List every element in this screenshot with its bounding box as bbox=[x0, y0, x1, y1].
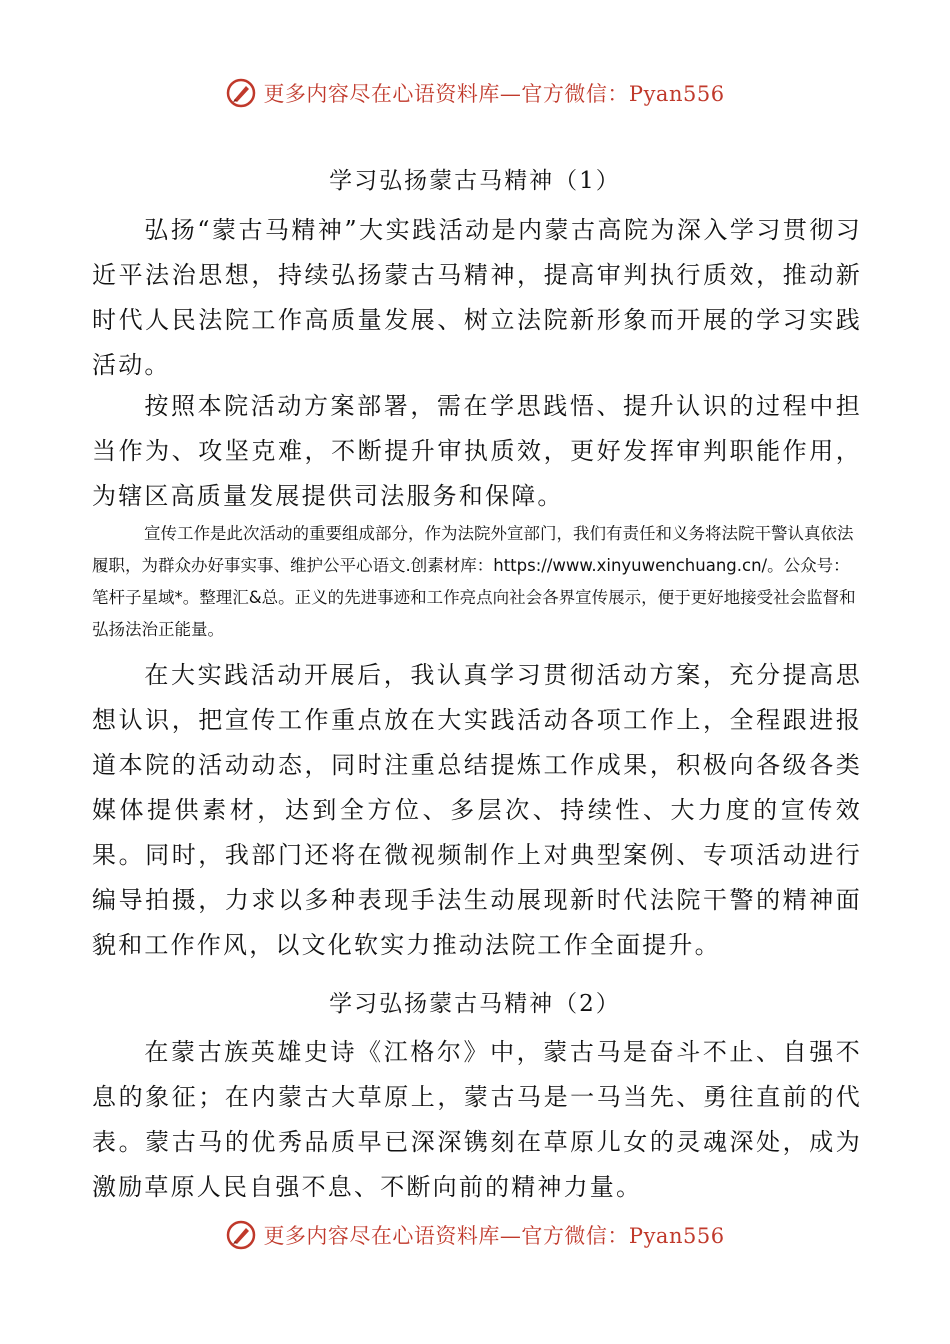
watermark-text: 更多内容尽在心语资料库—官方微信：Pyan556 bbox=[263, 1224, 725, 1248]
pen-nib-logo-icon bbox=[225, 77, 257, 109]
section2-paragraph-1: 在蒙古族英雄史诗《江格尔》中，蒙古马是奋斗不止、自强不息的象征；在内蒙古大草原上，蒙古马是一马当先、勇往直前的代表。蒙古马的优秀品质早已深深镌刻在草原儿女的灵魂深处，成为激励草原人民自强不息、不断向前的精神力量。 bbox=[92, 1038, 862, 1201]
section2-title: 学习弘扬蒙古马精神（2） bbox=[329, 991, 621, 1017]
section1-title: 学习弘扬蒙古马精神（1） bbox=[329, 168, 621, 194]
watermark-text: 更多内容尽在心语资料库—官方微信：Pyan556 bbox=[263, 82, 725, 106]
pen-nib-logo-icon bbox=[225, 1219, 257, 1251]
section1-paragraph-1: 弘扬“蒙古马精神”大实践活动是内蒙古高院为深入学习贯彻习近平法治思想，持续弘扬蒙古马精神，提高审判执行质效，推动新时代人民法院工作高质量发展、树立法院新形象而开展的学习实践活动。 bbox=[92, 216, 862, 379]
section1-paragraph-2: 按照本院活动方案部署，需在学思践悟、提升认识的过程中担当作为、攻坚克难，不断提升审执质效，更好发挥审判职能作用，为辖区高质量发展提供司法服务和保障。 bbox=[92, 392, 862, 510]
section1-paragraph-3: 宣传工作是此次活动的重要组成部分，作为法院外宣部门，我们有责任和义务将法院干警认真依法履职，为群众办好事实事、维护公平心语文.创素材库：https://www.xinyuwenchuang.cn/。公众号：笔杆子星域*。整理汇&总。正义的先进事迹和工作亮点向社会各界宣传展示，便于更好地接受社会监督和弘扬法治正能量。 bbox=[92, 524, 856, 639]
footer-watermark bbox=[0, 1218, 950, 1252]
header-watermark bbox=[0, 76, 950, 110]
section1-paragraph-4: 在大实践活动开展后，我认真学习贯彻活动方案，充分提高思想认识，把宣传工作重点放在大实践活动各项工作上，全程跟进报道本院的活动动态，同时注重总结提炼工作成果，积极向各级各类媒体提供素材，达到全方位、多层次、持续性、大力度的宣传效果。同时，我部门还将在微视频制作上对典型案例、专项活动进行编导拍摄，力求以多种表现手法生动展现新时代法院干警的精神面貌和工作作风，以文化软实力推动法院工作全面提升。 bbox=[92, 661, 862, 959]
